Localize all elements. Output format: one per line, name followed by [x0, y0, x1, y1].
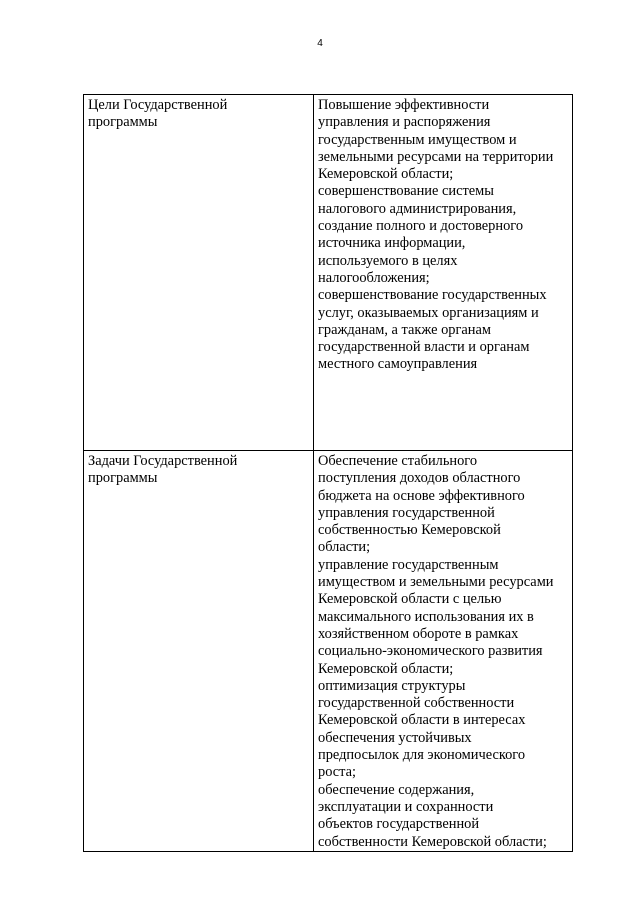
tasks-value-line: государственной собственности	[318, 695, 515, 712]
tasks-value-line: имуществом и земельными ресурсами	[318, 574, 554, 591]
tasks-value-line: роста;	[318, 764, 356, 781]
goals-value-line: государственной власти и органам	[318, 339, 530, 356]
goals-value-cell	[314, 95, 573, 451]
tasks-value-cell	[314, 451, 573, 852]
table-row-tasks	[84, 451, 573, 852]
tasks-value-line: Обеспечение стабильного	[318, 453, 478, 469]
tasks-value-line: Кемеровской области;	[318, 660, 454, 677]
goals-value-line: гражданам, а также органам	[318, 321, 491, 338]
goals-value-line: совершенствование государственных	[318, 287, 547, 304]
goals-value-line: Повышение эффективности	[318, 97, 490, 113]
tasks-label-line: Задачи Государственной	[88, 453, 238, 469]
tasks-value-line: эксплуатации и сохранности	[318, 798, 494, 815]
tasks-value-line: Кемеровской области в интересах	[318, 712, 526, 729]
tasks-value-line: управления государственной	[318, 504, 495, 521]
goals-value-line: используемого в целях	[318, 252, 458, 269]
tasks-value-line: управление государственным	[318, 556, 499, 573]
goals-value-line: создание полного и достоверного	[318, 218, 524, 235]
tasks-value-line: области;	[318, 539, 371, 556]
tasks-value-line: оптимизация структуры	[318, 677, 466, 694]
tasks-value-line: объектов государственной	[318, 816, 480, 833]
goals-value-line: услуг, оказываемых организациям и	[318, 304, 539, 321]
goals-label-line: программы	[88, 114, 158, 131]
goals-value-line: местного самоуправления	[318, 356, 478, 373]
tasks-value-line: социально-экономического развития	[318, 643, 543, 660]
tasks-value-line: Кемеровской области с целью	[318, 591, 502, 608]
goals-label-cell	[84, 95, 314, 451]
tasks-value-line: хозяйственном обороте в рамках	[318, 625, 519, 642]
goals-value-line: налогового администрирования,	[318, 200, 517, 217]
tasks-value-line: обеспечение содержания,	[318, 781, 475, 798]
tasks-label-line: программы	[88, 470, 158, 487]
tasks-value-line: поступления доходов областного	[318, 470, 521, 487]
tasks-value-line: собственностью Кемеровской	[318, 522, 501, 539]
program-passport-table	[83, 94, 573, 852]
page-number: 4	[317, 38, 323, 49]
goals-value-line: государственным имуществом и	[318, 131, 517, 148]
tasks-label-cell	[84, 451, 314, 852]
tasks-value-line: собственности Кемеровской области;	[318, 833, 547, 850]
tasks-value-line: бюджета на основе эффективного	[318, 487, 525, 504]
tasks-value-line: обеспечения устойчивых	[318, 729, 472, 746]
goals-value-line: налогообложения;	[318, 269, 430, 286]
goals-value-line: управления и распоряжения	[318, 114, 491, 131]
goals-value-line: источника информации,	[318, 235, 466, 252]
goals-value-line: совершенствование системы	[318, 183, 494, 200]
goals-value-line: Кемеровской области;	[318, 166, 454, 183]
tasks-value-line: максимального использования их в	[318, 608, 534, 625]
goals-label-line: Цели Государственной	[88, 97, 228, 113]
table-row-goals	[84, 95, 573, 451]
tasks-value-line: предпосылок для экономического	[318, 747, 526, 764]
goals-value-line: земельными ресурсами на территории	[318, 148, 554, 165]
